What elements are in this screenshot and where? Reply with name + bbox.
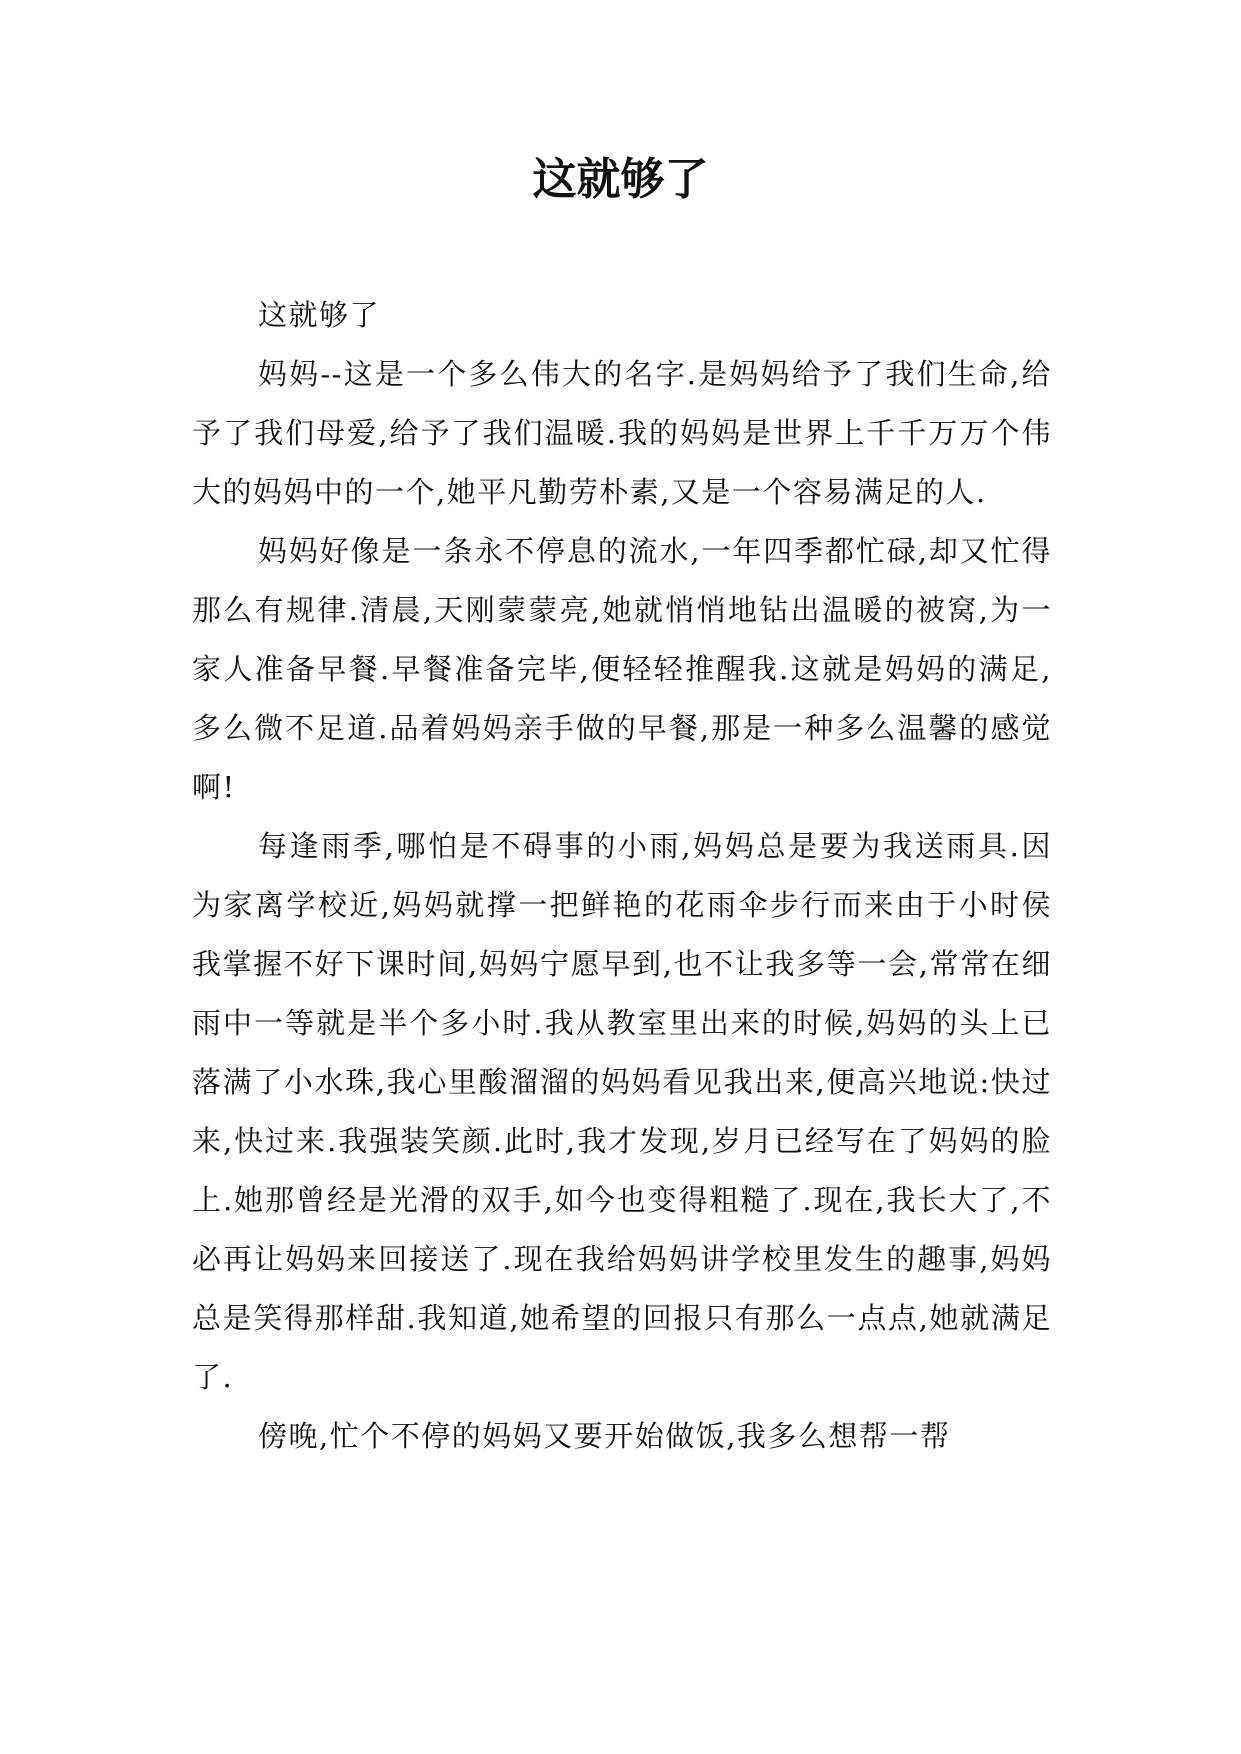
paragraph-subtitle: 这就够了 <box>258 298 381 332</box>
paragraph-3: 每逢雨季,哪怕是不碍事的小雨,妈妈总是要为我送雨具.因为家离学校近,妈妈就撑一把鲜艳的花雨伞步行而来由于小时侯我掌握不好下课时间,妈妈宁愿早到,也不让我多等一会,常常在细雨中一等就是半个多小时.我从教室里出来的时候,妈妈的头上已落满了小水珠,我心里酸溜溜的妈妈看见我出来,便高兴地说:快过来,快过来.我强装笑颜.此时,我才发现,岁月已经写在了妈妈的脸上.她那曾经是光滑的双手,如今也变得粗糙了.现在,我长大了,不必再让妈妈来回接送了.现在我给妈妈讲学校里发生的趣事,妈妈总是笑得那样甜.我知道,她希望的回报只有那么一点点,她就满足了. <box>192 829 1052 1394</box>
paragraph-1: 妈妈--这是一个多么伟大的名字.是妈妈给予了我们生命,给予了我们母爱,给予了我们温暖.我的妈妈是世界上千千万万个伟大的妈妈中的一个,她平凡勤劳朴素,又是一个容易满足的人. <box>192 357 1052 509</box>
document-title: 这就够了 <box>532 154 709 205</box>
document-body <box>192 286 1052 1466</box>
paragraph-2: 妈妈好像是一条永不停息的流水,一年四季都忙碌,却又忙得那么有规律.清晨,天刚蒙蒙亮,她就悄悄地钻出温暖的被窝,为一家人准备早餐.早餐准备完毕,便轻轻推醒我.这就是妈妈的满足,多么微不足道.品着妈妈亲手做的早餐,那是一种多么温馨的感觉啊! <box>192 534 1052 804</box>
paragraph-4: 傍晚,忙个不停的妈妈又要开始做饭,我多么想帮一帮 <box>258 1419 951 1453</box>
